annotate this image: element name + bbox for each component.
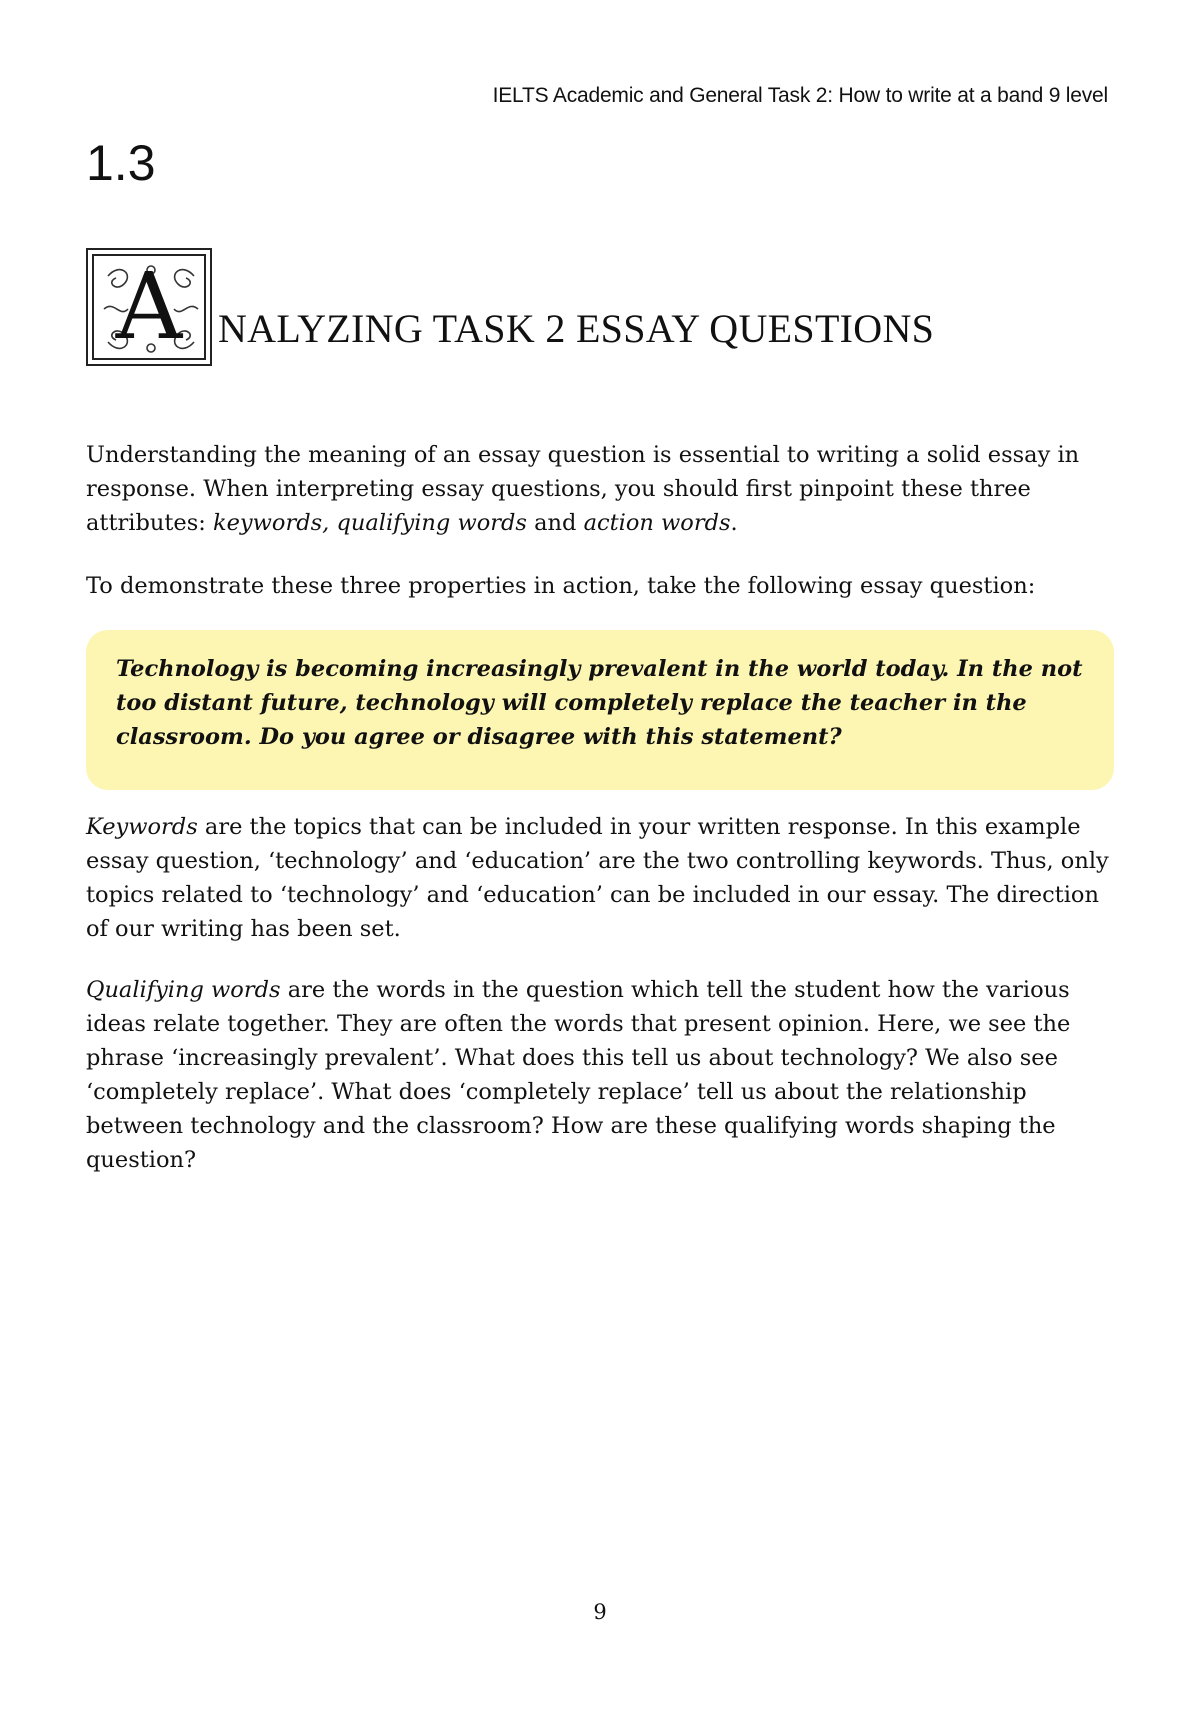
- section-number: 1.3: [86, 135, 156, 191]
- ornamental-drop-cap: [86, 248, 212, 366]
- intro-text-c: .: [730, 510, 738, 536]
- keywords-paragraph: [86, 810, 1116, 946]
- essay-question-text: Technology is becoming increasingly prevalent in the world today. In the not too distant future, technology will completely replace the teacher in the classroom. Do you agree or disagree with this statement?: [116, 656, 1083, 750]
- section-heading: [86, 248, 934, 366]
- qualifying-term: Qualifying words: [86, 977, 281, 1003]
- section-title: NALYZING TASK 2 ESSAY QUESTIONS: [218, 306, 935, 351]
- intro-term-b: action words: [583, 510, 731, 536]
- intro-term-a: keywords, qualifying words: [212, 510, 527, 536]
- intro-text-b: and: [526, 510, 584, 536]
- essay-question-callout: [86, 630, 1114, 790]
- intro-text-a: Understanding the meaning of an essay question is essential to writing a solid essay in response. When interpreting essay questions, you should first pinpoint these three attributes:: [86, 442, 1080, 536]
- running-header: IELTS Academic and General Task 2: How to write at a band 9 level: [492, 84, 1108, 107]
- page-number: 9: [593, 1600, 607, 1624]
- qualifying-text: are the words in the question which tell the student how the various ideas relate together. They are often the words that present opinion. Here, we see the phrase ‘increasingly prevalent’. What does this tell us about technology? We also see ‘completely replace’. What does ‘completely replace’ tell us about the relationship between technology and the classroom? How are these qualifying words shaping the question?: [86, 977, 1071, 1173]
- demo-paragraph: To demonstrate these three properties in action, take the following essay question:: [86, 573, 1036, 599]
- keywords-text: are the topics that can be included in your written response. In this example essay question, ‘technology’ and ‘education’ are the two controlling keywords. Thus, only topics related to ‘technology’ and ‘education’ can be included in our essay. The direction of our writing has been set.: [86, 814, 1109, 942]
- keywords-term: Keywords: [86, 814, 198, 840]
- qualifying-paragraph: [86, 973, 1116, 1177]
- intro-paragraph: [86, 438, 1116, 540]
- drop-cap-letter: A: [115, 254, 183, 360]
- drop-cap-frame: [92, 254, 206, 360]
